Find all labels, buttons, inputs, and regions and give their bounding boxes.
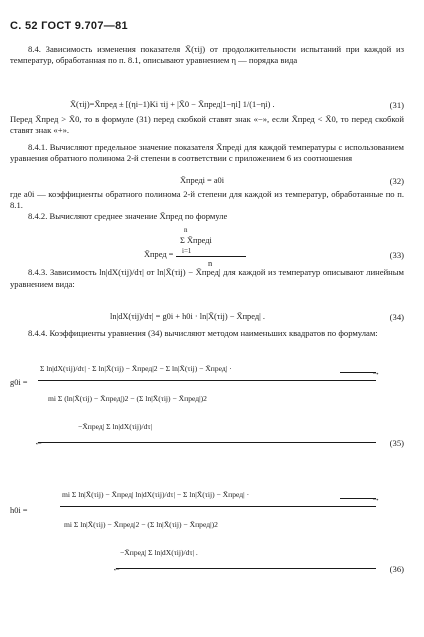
equation-36-denominator: mi Σ ln|X̄(τij) − X̄пред|2 − (Σ ln|X̄(τij) − X̄пред|)2	[64, 520, 218, 529]
paragraph-8-4: 8.4. Зависимость изменения показателя X̄(τij) от продолжительности испытаний при каждой из температур, обработанная по п. 8.1, описывают уравнением η — порядка вида	[10, 44, 404, 65]
equation-32-number: (32)	[389, 176, 404, 186]
equation-33-lhs: X̄пред =	[144, 250, 174, 259]
equation-36-number: (36)	[389, 564, 404, 574]
equation-36-numerator: mi Σ ln|X̄(τij) − X̄пред| ln|dX(τij)/dτ| − Σ ln|X̄(τij) − X̄пред| ·	[62, 490, 250, 499]
equation-36-lhs: h0i =	[10, 506, 28, 515]
equation-31-number: (31)	[389, 100, 404, 110]
equation-34: ln|dX(τij)/dτ| = g0i + h0i · ln|X̄(τij) − X̄пред| .	[110, 312, 265, 321]
equation-35-return-arrow	[38, 442, 376, 443]
equation-36-fraction-line	[60, 506, 376, 507]
paragraph-a0i: где a0i — коэффициенты обратного полинома 2-й степени для каждой из температур, обработанные по п. 8.1.	[10, 189, 404, 210]
paragraph-31-note: Перед X̄пред > X̄0, то в формуле (31) перед скобкой ставят знак «−», если X̄пред < X̄0, то перед скобкой ставят знак «+».	[10, 114, 404, 135]
equation-35-denominator: mi Σ (ln|X̄(τij) − X̄пред|)2 − (Σ ln|X̄(τij) − X̄пред|)2	[48, 394, 207, 403]
equation-35-lhs: g0i =	[10, 378, 28, 387]
paragraph-8-4-4: 8.4.4. Коэффициенты уравнения (34) вычисляют методом наименьших квадратов по формулам:	[28, 328, 378, 338]
paragraph-8-4-3: 8.4.3. Зависимость ln|dX(τij)/dτ| от ln|X̄(τij) − X̄пред| для каждой из температур описывают линейным уравнением вида:	[10, 267, 404, 289]
equation-33-number: (33)	[389, 250, 404, 260]
equation-32: X̄предi = a0i	[180, 176, 225, 185]
equation-33-num: Σ X̄предi	[180, 236, 212, 245]
page-header: С. 52 ГОСТ 9.707—81	[10, 20, 128, 32]
equation-33-sum-top: n	[184, 226, 188, 234]
paragraph-8-4-2: 8.4.2. Вычисляют среднее значение X̄пред по формуле	[28, 211, 228, 221]
equation-33-fraction-line	[176, 256, 246, 257]
paragraph-8-4-1: 8.4.1. Вычисляют предельное значение показателя X̄предi для каждой температуры с использованием уравнения обратного полинома 2-й степени в соответствии с приложением 6 из соотношения	[10, 142, 404, 163]
equation-35-number: (35)	[389, 438, 404, 448]
equation-33-den: n	[208, 259, 213, 268]
equation-35-continue-arrow	[340, 372, 376, 373]
equation-36-continuation: −X̄пред| Σ ln|dX(τij)/dτ| .	[120, 548, 198, 557]
equation-35-numerator: Σ ln|dX(τij)/dτ| · Σ ln|X̄(τij) − X̄пред|2 − Σ ln|X̄(τij) − X̄пред| ·	[40, 364, 232, 373]
equation-36-continue-arrow	[340, 498, 376, 499]
equation-34-number: (34)	[389, 312, 404, 322]
equation-36-return-arrow	[116, 568, 376, 569]
equation-35-fraction-line	[38, 380, 376, 381]
equation-35-continuation: −X̄пред| Σ ln|dX(τij)/dτ|	[78, 422, 153, 431]
equation-31: X̄(τij)=X̄пред ± [(ηi−1)Ki τij + |X̄0 − X̄пред|1−ηi] 1/(1−ηi) .	[70, 100, 275, 109]
equation-33-sum-bottom: i=1	[182, 247, 192, 255]
